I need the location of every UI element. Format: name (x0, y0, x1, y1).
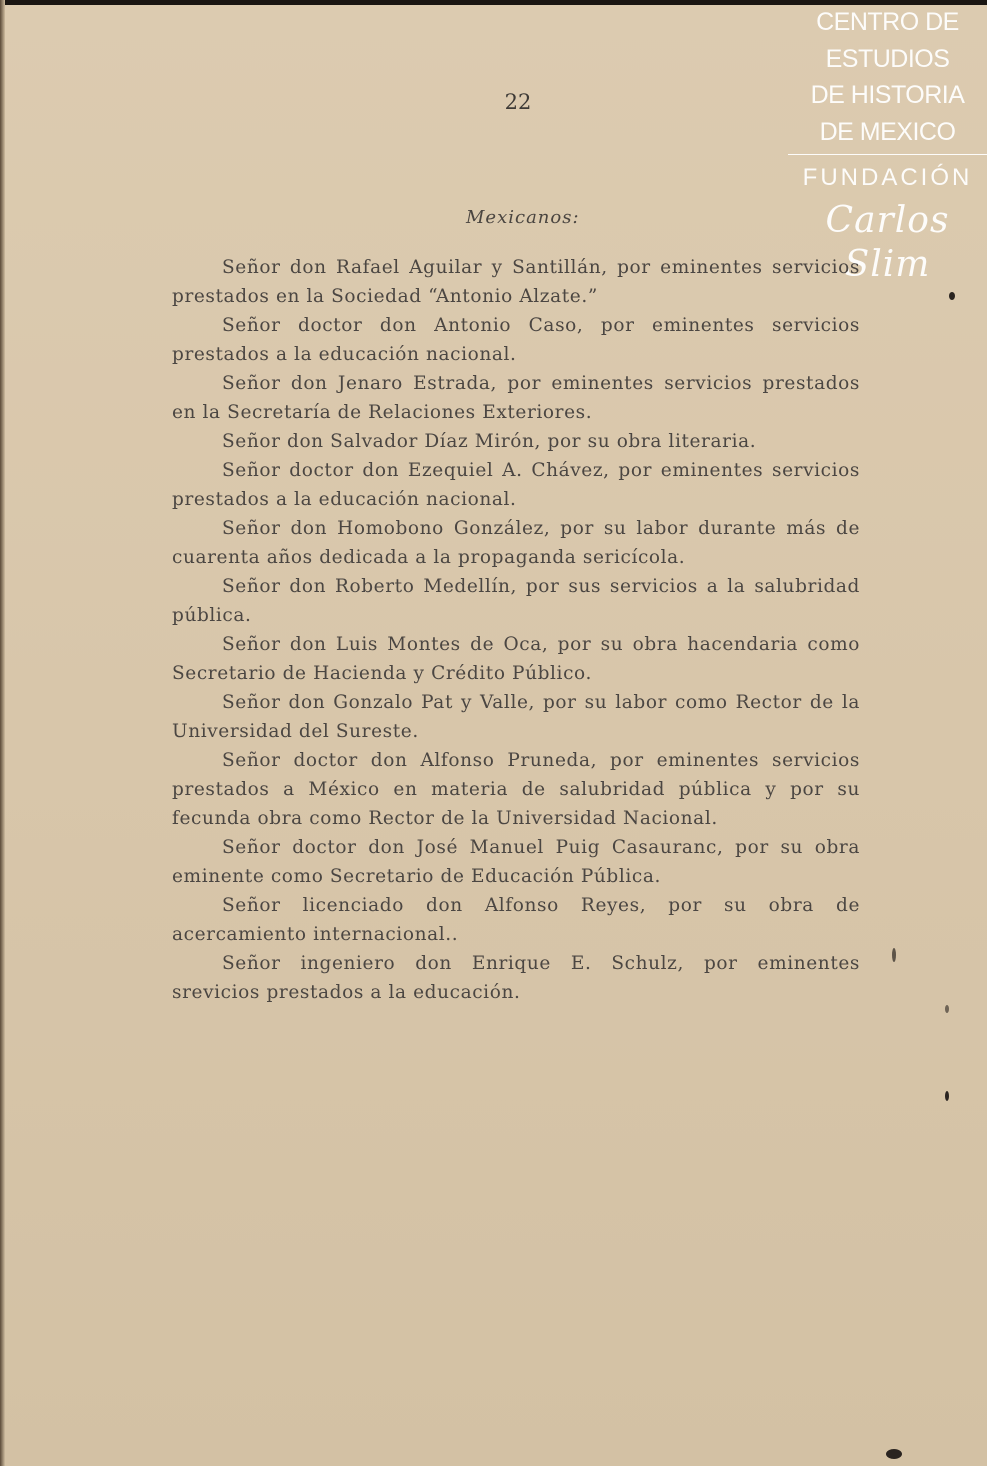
list-item: Señor ingeniero don Enrique E. Schulz, por eminentes srevicios prestados a la educación. (172, 953, 860, 1003)
list-item: Señor doctor don Alfonso Pruneda, por eminentes servicios prestados a México en materia de salubridad pública y por su fecunda obra como Rector de la Universidad Nacional. (172, 750, 860, 829)
section-heading: Mexicanos: (466, 207, 580, 228)
watermark-line-3: DE HISTORIA (810, 81, 965, 109)
ink-speck (886, 1449, 902, 1459)
list-item: Señor don Luis Montes de Oca, por su obra hacendaria como Secretario de Hacienda y Crédito Público. (172, 634, 860, 684)
list-item: Señor don Gonzalo Pat y Valle, por su labor como Rector de la Universidad del Sureste. (172, 692, 860, 742)
ink-speck (892, 948, 896, 962)
page-left-edge (0, 0, 5, 1466)
list-item: Señor doctor don Ezequiel A. Chávez, por eminentes servicios prestados a la educación nacional. (172, 460, 860, 510)
list-item: Señor don Salvador Díaz Mirón, por su obra literaria. (222, 431, 757, 452)
list-item: Señor doctor don Antonio Caso, por eminentes servicios prestados a la educación nacional. (172, 315, 860, 365)
watermark-line-4: DE MEXICO (819, 117, 956, 146)
list-item: Señor doctor don José Manuel Puig Casauranc, por su obra eminente como Secretario de Educación Pública. (172, 837, 860, 887)
list-item: Señor don Homobono González, por su labor durante más de cuarenta años dedicada a la propaganda sericícola. (172, 518, 860, 568)
page-number: 22 (504, 90, 532, 114)
watermark-line-2: ESTUDIOS (825, 44, 950, 73)
watermark-divider (788, 154, 987, 155)
list-item: Señor don Rafael Aguilar y Santillán, por eminentes servicios prestados en la Sociedad “Antonio Alzate.” (172, 257, 860, 307)
list-item: Señor don Roberto Medellín, por sus servicios a la salubridad pública. (172, 576, 860, 626)
list-item: Señor don Jenaro Estrada, por eminentes servicios prestados en la Secretaría de Relaciones Exteriores. (172, 373, 860, 423)
list-item: Señor licenciado don Alfonso Reyes, por su obra de acercamiento internacional.. (172, 895, 860, 945)
ink-speck (949, 292, 955, 300)
honoree-list (172, 253, 860, 1007)
watermark-signature: Carlos Slim (825, 200, 950, 285)
watermark-foundation: FUNDACIÓN (802, 164, 973, 191)
ink-speck (945, 1005, 949, 1013)
watermark-line-1: CENTRO DE (816, 8, 959, 36)
ink-speck (945, 1091, 949, 1101)
archive-watermark (788, 4, 987, 287)
